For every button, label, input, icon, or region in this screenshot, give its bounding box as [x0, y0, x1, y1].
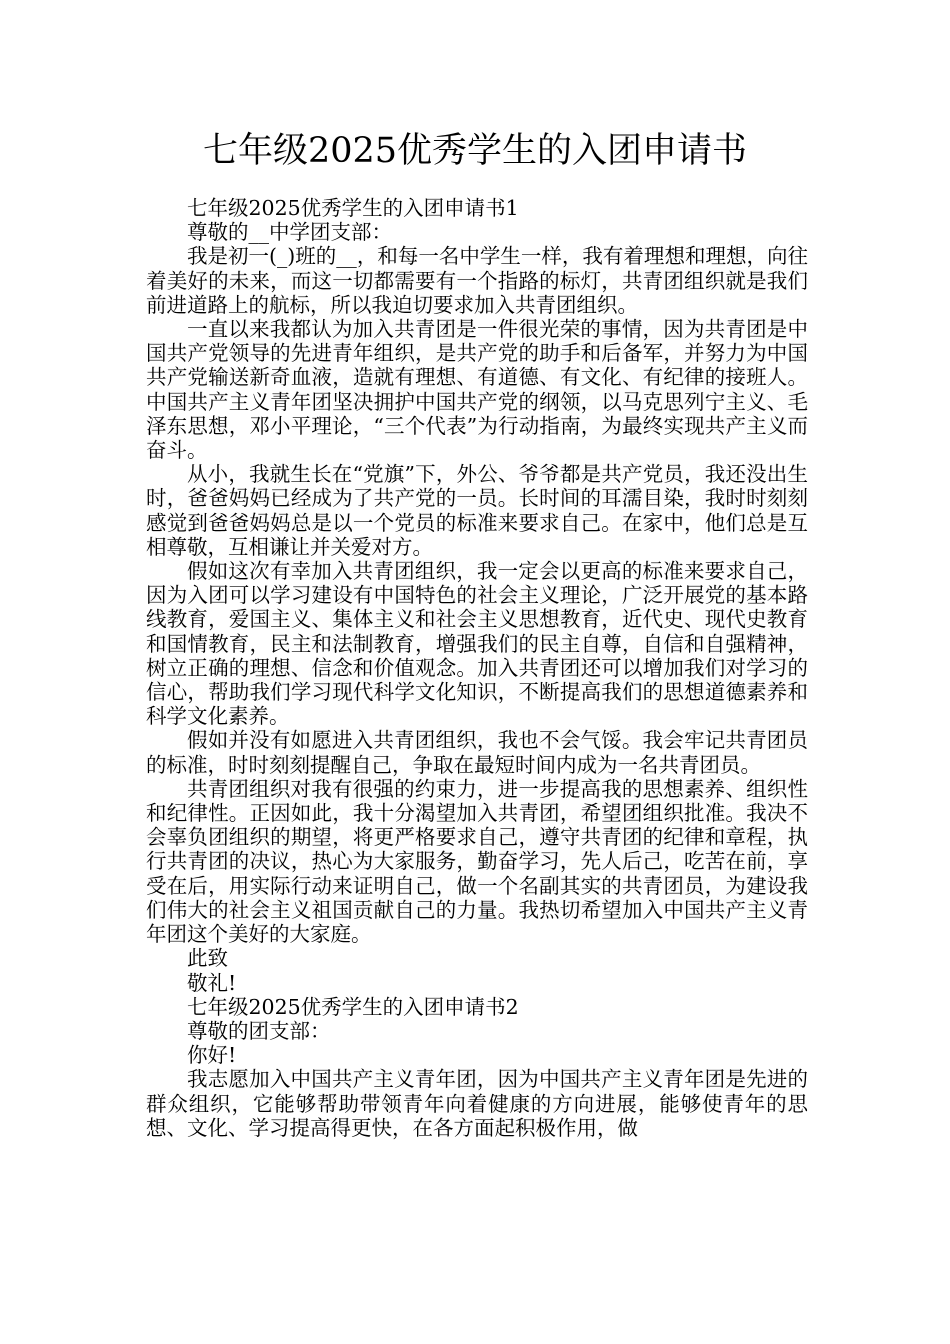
section-heading-1: 七年级2025优秀学生的入团申请书1 [187, 196, 519, 220]
greeting: 你好! [187, 1043, 237, 1068]
section-heading-2: 七年级2025优秀学生的入团申请书2 [187, 994, 519, 1019]
body-paragraph: 从小，我就生长在“党旗”下，外公、爷爷都是共产党员，我还没出生时，爸爸妈妈已经成为了共产党的一员。长时间的耳濡目染，我时时刻刻感觉到爸爸妈妈总是以一个党员的标准来要求自己。在家中，他们总是互相尊敬，互相谦让并关爱对方。 [146, 462, 808, 559]
closing-line: 此致 [187, 946, 228, 971]
body-paragraph: 假如这次有幸加入共青团组织，我一定会以更高的标准来要求自己，因为入团可以学习建设有中国特色的社会主义理论，广泛开展党的基本路线教育，爱国主义、集体主义和社会主义思想教育，近代史、现代史教育和国情教育，民主和法制教育，增强我们的民主自尊，自信和自强精神，树立正确的理想、信念和价值观念。加入共青团还可以增加我们对学习的信心，帮助我们学习现代科学文化知识，不断提高我们的思想道德素养和科学文化素养。 [146, 559, 808, 729]
body-paragraph: 一直以来我都认为加入共青团是一件很光荣的事情，因为共青团是中国共产党领导的先进青年组织，是共产党的助手和后备军，并努力为中国共产党输送新奇血液，造就有理想、有道德、有文化、有纪律的接班人。中国共产主义青年团坚决拥护中国共产党的纲领，以马克思列宁主义、毛泽东思想，邓小平理论，“三个代表”为行动指南，为最终实现共产主义而奋斗。 [146, 317, 808, 463]
salutation: 尊敬的__中学团支部： [187, 220, 392, 245]
body-paragraph: 假如并没有如愿进入共青团组织，我也不会气馁。我会牢记共青团员的标准，时时刻刻提醒自己，争取在最短时间内成为一名共青团员。 [146, 728, 808, 777]
body-paragraph: 我志愿加入中国共产主义青年团，因为中国共产主义青年团是先进的群众组织，它能够帮助带领青年向着健康的方向进展，能够使青年的思想、文化、学习提高得更快，在各方面起积极作用，做 [146, 1067, 808, 1140]
closing-line: 敬礼! [187, 970, 237, 995]
document-body [146, 196, 808, 1140]
body-paragraph: 共青团组织对我有很强的约束力，进一步提高我的思想素养、组织性和纪律性。正因如此，我十分渴望加入共青团，希望团组织批准。我决不会辜负团组织的期望，将更严格要求自己，遵守共青团的纪律和章程，执行共青团的决议，热心为大家服务，勤奋学习，先人后己，吃苦在前，享受在后，用实际行动来证明自己，做一个名副其实的共青团员，为建设我们伟大的社会主义祖国贡献自己的力量。我热切希望加入中国共产主义青年团这个美好的大家庭。 [146, 776, 808, 947]
body-paragraph: 我是初一(_)班的__，和每一名中学生一样，我有着理想和理想，向往着美好的未来，而这一切都需要有一个指路的标灯，共青团组织就是我们前进道路上的航标，所以我迫切要求加入共青团组织。 [146, 244, 808, 317]
document-title: 七年级2025优秀学生的入团申请书 [202, 131, 748, 171]
salutation: 尊敬的团支部： [187, 1018, 331, 1043]
